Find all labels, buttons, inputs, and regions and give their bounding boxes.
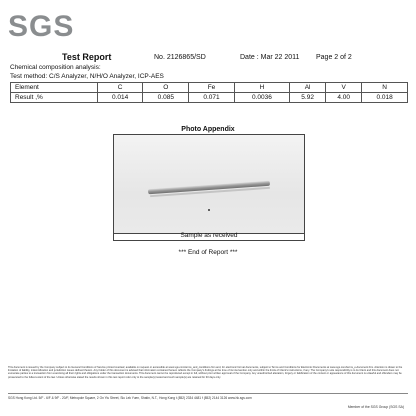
results-table <box>10 82 408 103</box>
test-method: Test method: C/S Analyzer, N/H/O Analyzer, ICP-AES <box>10 73 164 80</box>
table-header-cell: C <box>97 83 143 93</box>
table-row <box>11 93 408 103</box>
table-header-cell: O <box>143 83 189 93</box>
table-header-cell: H <box>234 83 289 93</box>
analysis-section <box>10 63 164 81</box>
photo-caption: Sample as received <box>113 232 305 241</box>
table-cell: 0.071 <box>189 93 235 103</box>
photo-appendix-title: Photo Appendix <box>181 126 235 133</box>
table-header-cell: Element <box>11 83 98 93</box>
table-header-cell: V <box>326 83 362 93</box>
end-of-report: *** End of Report *** <box>178 249 238 256</box>
table-header-cell: Al <box>290 83 326 93</box>
sample-photo <box>113 134 305 234</box>
page-indicator: Page 2 of 2 <box>316 54 352 61</box>
table-cell: 0.085 <box>143 93 189 103</box>
sgs-logo: SGS <box>8 10 75 43</box>
table-header-cell: N <box>362 83 408 93</box>
footer-member-text: Member of the SGS Group (SGS SA) <box>347 405 404 409</box>
table-cell: 0.018 <box>362 93 408 103</box>
footer-address: SGS Hong Kong Ltd. 5/F - 6/F & 9/F - 20/F, Metropole Square, 2 On Yiu Street, Siu Lek Yuen, Shatin, N.T., Hong Kong t (852) 2334 4481 f (852) 2144 3126 www.hk.sgs.com <box>8 396 252 400</box>
report-number: No. 2126865/SD <box>154 54 206 61</box>
legal-disclaimer: This document is issued by the Company subject to its General Conditions of Service printed overleaf, available on request or accessible at www.sgs.com/terms_and_conditions.htm and, for electronic format documents, subject to Terms and Conditions for Electronic Documents at www.sgs.com/terms_e-document.htm. Attention is drawn to the limitation of liability, indemnification and jurisdiction issues defined therein. Any holder of this document is advised that information contained hereon reflects the Company's findings at the time of its intervention only and within the limits of Client's instructions, if any. The Company's sole responsibility is to its Client and this document does not exonerate parties to a transaction from exercising all their rights and obligations under the transaction documents. This document cannot be reproduced except in full, without prior written approval of the Company. Any unauthorized alteration, forgery or falsification of the content or appearance of this document is unlawful and offenders may be prosecuted to the fullest extent of the law. Unless otherwise stated the results shown in this test report refer only to the sample(s) tested and such sample(s) are retained for 30 days only. <box>8 366 403 379</box>
table-cell: 0.0036 <box>234 93 289 103</box>
table-header-row <box>11 83 408 93</box>
photo-speck <box>208 209 210 211</box>
report-date: Date : Mar 22 2011 <box>240 54 300 61</box>
table-cell: 4.00 <box>326 93 362 103</box>
table-cell: 5.92 <box>290 93 326 103</box>
report-title: Test Report <box>62 52 112 62</box>
table-header-cell: Fe <box>189 83 235 93</box>
table-cell: Result ,% <box>11 93 98 103</box>
analysis-heading: Chemical composition analysis: <box>10 64 101 71</box>
table-cell: 0.014 <box>97 93 143 103</box>
footer-divider <box>8 393 408 394</box>
